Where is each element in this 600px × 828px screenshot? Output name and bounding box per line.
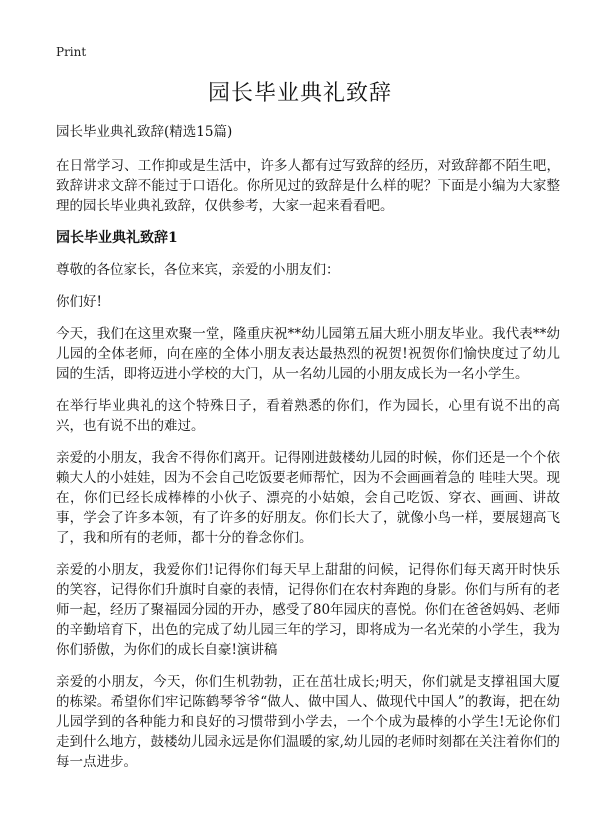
body-paragraph: 在举行毕业典礼的这个特殊日子，看着熟悉的你们，作为园长，心里有说不出的高兴，也有说不出的难过。 <box>56 398 560 434</box>
document-subtitle: 园长毕业典礼致辞(精选15篇) <box>56 124 233 140</box>
document-title: 园长毕业典礼致辞 <box>207 81 392 106</box>
body-paragraph: 亲爱的小朋友，我舍不得你们离开。记得刚进鼓楼幼儿园的时候，你们还是一个个依赖大人的小娃娃，因为不会自己吃饭要老师帮忙，因为不会画画着急的 哇哇大哭。现在，你们已经长成棒棒的小伙子、漂亮的小姑娘，会自己吃饭、穿衣、画画、讲故事，学会了许多本领，有了许多的好朋友。你们长大了，就像小鸟一样，要展翅高飞了，我和所有的老师，都十分的眷念你们。 <box>56 450 560 546</box>
intro-paragraph: 在日常学习、工作抑或是生活中，许多人都有过写致辞的经历，对致辞都不陌生吧，致辞讲求文辞不能过于口语化。你所见过的致辞是什么样的呢？下面是小编为大家整理的园长毕业典礼致辞，仅供参考，大家一起来看看吧。 <box>56 158 560 214</box>
greeting-paragraph: 尊敬的各位家长，各位来宾，亲爱的小朋友们： <box>56 262 340 278</box>
body-paragraph: 亲爱的小朋友，今天，你们生机勃勃，正在茁壮成长;明天，你们就是支撑祖国大厦的栋梁。希望你们牢记陈鹤琴爷爷“做人、做中国人、做现代中国人”的教诲，把在幼儿园学到的各种能力和良好的习惯带到小学去，一个个成为最棒的小学生!无论你们走到什么地方，鼓楼幼儿园永远是你们温暖的家,幼儿园的老师时刻都在关注着你们的每一点进步。 <box>56 674 560 770</box>
body-paragraph: 今天，我们在这里欢聚一堂，隆重庆祝**幼儿园第五届大班小朋友毕业。我代表**幼儿园的全体老师，向在座的全体小朋友表达最热烈的祝贺!祝贺你们愉快度过了幼儿园的生活，即将迈进小学校的大门，从一名幼儿园的小朋友成长为一名小学生。 <box>56 326 560 382</box>
section-heading: 园长毕业典礼致辞1 <box>56 230 178 246</box>
print-link[interactable]: Print <box>56 45 87 59</box>
body-paragraph: 亲爱的小朋友，我爱你们!记得你们每天早上甜甜的问候，记得你们每天离开时快乐的笑容，记得你们升旗时自豪的表情，记得你们在农村奔跑的身影。你们与所有的老师一起，经历了聚福园分园的开办，感受了80年园庆的喜悦。你们在爸爸妈妈、老师的辛勤培育下，出色的完成了幼儿园三年的学习，即将成为一名光荣的小学生，我为你们骄傲，为你们的成长自豪!演讲稿 <box>56 562 560 658</box>
hello-paragraph: 你们好! <box>56 294 102 310</box>
document-body <box>56 122 560 784</box>
